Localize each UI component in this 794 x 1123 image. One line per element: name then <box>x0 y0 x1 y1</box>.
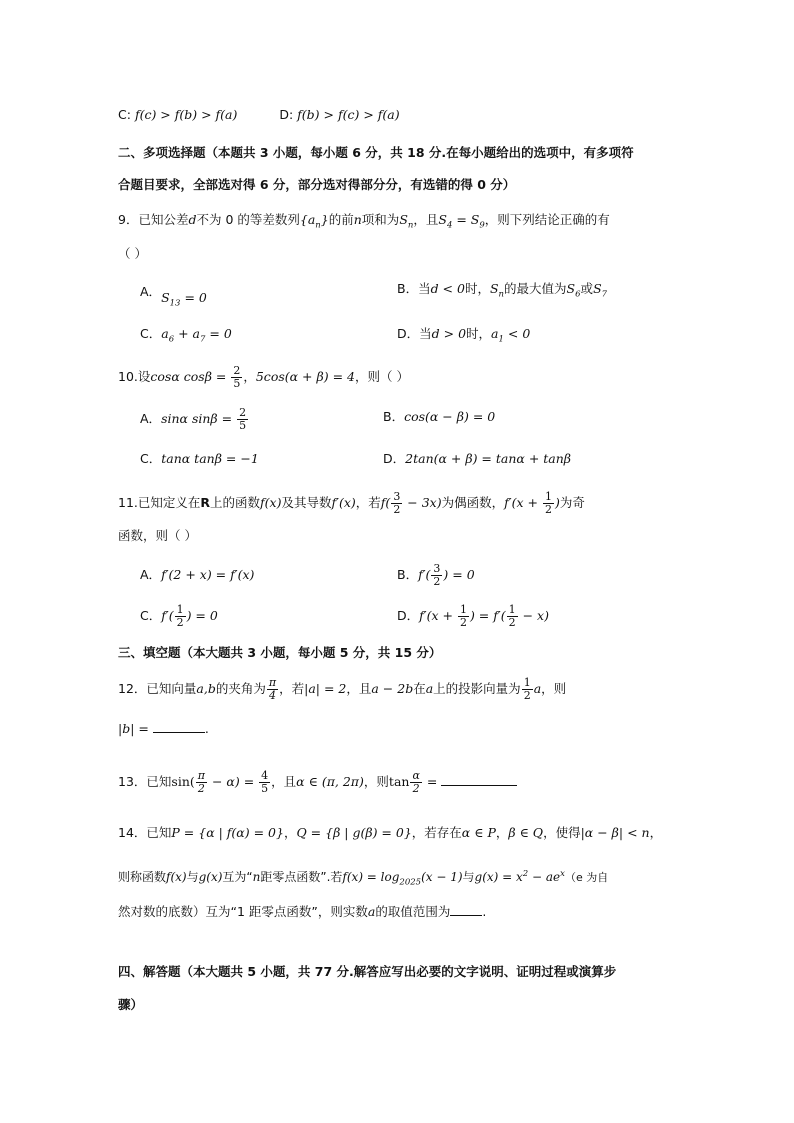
q11-option-b: B．f′( $\frac{3}{2}$ ) = 0 <box>397 562 475 588</box>
q9-text: 项和为 <box>361 212 400 227</box>
answer-blank[interactable] <box>153 720 205 733</box>
q14-stem-line3: 然对数的底数）互为“1 距零点函数”，则实数a的取值范围为 . <box>118 904 487 919</box>
q10-stem: 10.设cosα cosβ = $\frac{2}{5}$ ，5cos(α + β) = 4，则（ ） <box>118 364 409 390</box>
q9-option-c: C．$a_6 + a_7 = 0$ <box>140 326 232 345</box>
fraction: $\frac{4}{5}$ <box>261 769 269 795</box>
q12-answer: |b| = . <box>118 721 209 736</box>
q8-option-c-expr: f(c) > f(b) > f(a) <box>134 107 238 122</box>
q9-text: 不为 0 的等差数列 <box>196 212 300 227</box>
q14-stem: 14．已知P = {α | f(α) = 0}，Q = {β | g(β) = 0}，若存在α ∈ P，β ∈ Q，使得|α − β| < n， <box>118 825 663 840</box>
q10-option-a: A．sinα sinβ = $\frac{2}{5}$ <box>140 406 247 432</box>
fraction: $\frac{3}{2}$ <box>393 490 401 516</box>
fraction: $\frac{1}{2}$ <box>176 603 184 629</box>
fraction: $\frac{1}{2}$ <box>508 603 516 629</box>
q8-option-c-label: C: <box>118 107 131 122</box>
q9-sum: $S_n$ <box>399 212 414 231</box>
answer-blank[interactable] <box>441 773 517 786</box>
q13-stem: 13．已知sin( $\frac{\pi}{2}$ − α) = $\frac{4}{5}$ ，且α ∈ (π, 2π)，则tan $\frac{\alpha}{2}$ = <box>118 770 517 795</box>
q9-stem <box>118 210 610 236</box>
section4-header-line1: 四、解答题（本大题共 5 小题，共 77 分.解答应写出必要的文字说明、证明过程或演算步 <box>118 964 617 979</box>
q9-text: ，则下列结论正确的有 <box>484 212 610 227</box>
q10-option-c: C．tanα tanβ = −1 <box>140 451 259 466</box>
section3-header: 三、填空题（本大题共 3 小题，每小题 5 分，共 15 分） <box>118 645 442 660</box>
fraction: $\frac{1}{2}$ <box>459 603 467 629</box>
q9-text: 9．已知公差 <box>118 212 189 227</box>
q11-option-c: C．f′( $\frac{1}{2}$ ) = 0 <box>140 603 218 629</box>
q9-sequence: $\{a_n\}$ <box>299 212 329 231</box>
q10-option-b: B．cos(α − β) = 0 <box>383 409 496 424</box>
q9-option-d: D．当d > 0时，$a_1 < 0$ <box>397 326 531 345</box>
fraction: $\frac{\pi}{2}$ <box>197 769 205 795</box>
answer-blank[interactable] <box>450 903 482 916</box>
fraction: $\frac{1}{2}$ <box>544 490 552 516</box>
q10-option-d: D．2tan(α + β) = tanα + tanβ <box>383 451 572 466</box>
q9-condition: $S_4 = S_9$ <box>438 212 485 231</box>
fraction: $\frac{2}{5}$ <box>233 364 241 390</box>
q9-text: 的前 <box>328 212 354 227</box>
q9-answer-paren: （ ） <box>118 246 147 261</box>
fraction: $\frac{1}{2}$ <box>523 676 531 702</box>
section4-header-line2: 骤） <box>118 997 144 1012</box>
q11-stem-line2: 函数，则（ ） <box>118 528 197 543</box>
q11-option-d: D．f′(x + $\frac{1}{2}$ ) = f′( $\frac{1}{2}$ − x) <box>397 603 549 629</box>
fraction: $\frac{3}{2}$ <box>433 562 441 588</box>
q9-option-b: B．当d < 0时，$S_n$的最大值为$S_6$或$S_7$ <box>397 281 608 300</box>
fraction: $\frac{\alpha}{2}$ <box>412 769 420 795</box>
q8-option-d-expr: f(b) > f(c) > f(a) <box>297 107 400 122</box>
q14-stem-line2: 则称函数f(x)与g(x)互为“n距零点函数”.若$f(x) = \log_{2025}(x - 1)$与$g(x) = x^2 - ae^x(e$ 为自 <box>118 869 609 888</box>
q8-option-d-label: D: <box>279 107 294 122</box>
q12-stem: 12．已知向量a,b的夹角为 $\frac{\pi}{4}$ ，若|a| = 2，且a − 2b在a上的投影向量为 $\frac{1}{2}$ a，则 <box>118 676 567 702</box>
q9-text: ，且 <box>413 212 439 227</box>
q11-stem: 11.已知定义在R上的函数f(x)及其导数f′(x)，若f( $\frac{3}{2}$ − 3x)为偶函数，f′(x + $\frac{1}{2}$ )为奇 <box>118 490 585 516</box>
section2-header-line2: 合题目要求，全部选对得 6 分，部分选对得部分分，有选错的得 0 分） <box>118 177 516 192</box>
q9-option-a: A．$S_{13} = 0$ <box>140 284 207 309</box>
q9-var-d: d <box>188 212 197 227</box>
q8-options-row <box>118 105 400 125</box>
fraction: $\frac{\pi}{4}$ <box>268 676 277 702</box>
section2-header-line1: 二、多项选择题（本题共 3 小题，每小题 6 分，共 18 分.在每小题给出的选项中，有多项符 <box>118 145 634 160</box>
q9-var-n: n <box>353 212 362 227</box>
fraction: $\frac{2}{5}$ <box>239 406 247 432</box>
q11-option-a: A．f′(2 + x) = f′(x) <box>140 567 255 582</box>
